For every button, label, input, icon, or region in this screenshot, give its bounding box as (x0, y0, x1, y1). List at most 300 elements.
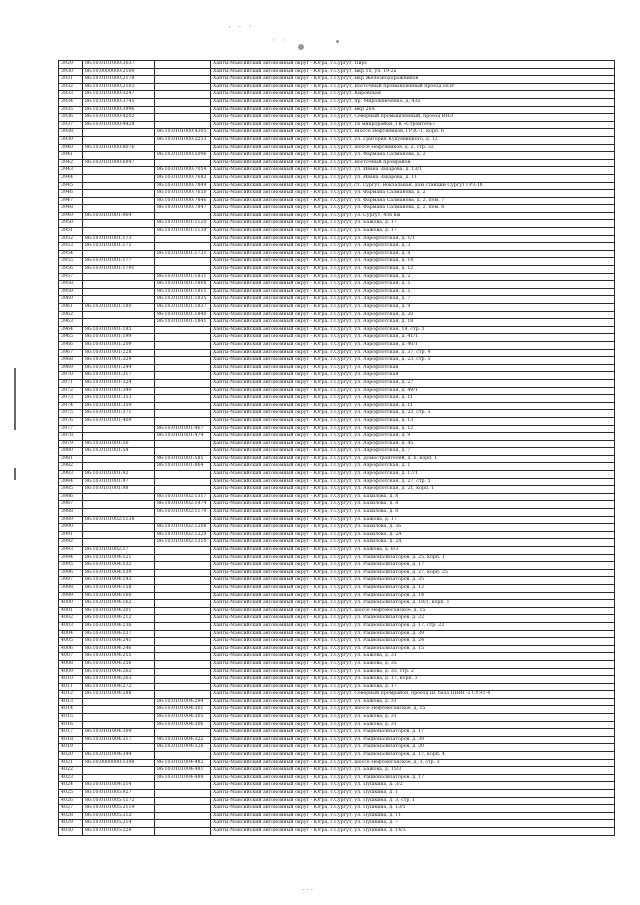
row-number-cell: 3991 (59, 531, 83, 539)
table-row (59, 797, 615, 805)
cadastral-number-cell: 86:10:0101005:228 (83, 827, 155, 835)
row-number-cell: 4020 (59, 752, 83, 760)
cadastral-number-cell: 86:10:0101000:3037 (83, 61, 155, 69)
table-row (59, 379, 615, 387)
row-number-cell: 3935 (59, 106, 83, 114)
address-cell: Ханты-Мансийский автономный округ - Югра, г.Сургут, ул. Аэрофлотская, д. 1 (211, 463, 615, 471)
cadastral-number-cell (83, 319, 155, 327)
address-cell: Ханты-Мансийский автономный округ - Югра, г.Сургут, Пирс (211, 61, 615, 69)
table-row (59, 774, 615, 782)
address-cell: Ханты-Мансийский автономный округ - Югра, г.Сургут, ул. Бажова, д. 35, стр. 2 (211, 668, 615, 676)
row-number-cell: 3998 (59, 584, 83, 592)
table-row (59, 311, 615, 319)
address-cell: Ханты-Мансийский автономный округ - Югра, г.Сургут, ул. Григория Кукуевицкого, д. 12 (211, 136, 615, 144)
address-cell: Ханты-Мансийский автономный округ - Югра, г.Сургут, ул. Фармана Салманова, д. 2 (211, 190, 615, 198)
parcel-number-cell (155, 159, 211, 167)
table-row (59, 592, 615, 600)
cadastral-number-cell: 86:10:0101000:4202 (83, 114, 155, 122)
row-number-cell: 3955 (59, 258, 83, 266)
address-cell: Ханты-Мансийский автономный округ - Югра, г.Сургут, ул. Аэрофлотская, д. 8 (211, 250, 615, 258)
row-number-cell: 4027 (59, 805, 83, 813)
cadastral-number-cell (83, 531, 155, 539)
address-cell: Ханты-Мансийский автономный округ - Югра, г.Сургут, ул. Аэрофлотская (211, 364, 615, 372)
parcel-number-cell (155, 584, 211, 592)
cadastral-number-cell: 86:10:0101000:4428 (83, 121, 155, 129)
parcel-number-cell: 86:10:0101002:1474 (155, 501, 211, 509)
row-number-cell: 4030 (59, 827, 83, 835)
cadastral-number-cell: 86:10:0101001:175 (83, 243, 155, 251)
table-row (59, 714, 615, 722)
address-cell: Ханты-Мансийский автономный округ - Югра, г.Сургут, ул. Бажова, д. 31 (211, 698, 615, 706)
table-row (59, 319, 615, 327)
row-number-cell: 3967 (59, 349, 83, 357)
table-row (59, 281, 615, 289)
address-cell: Ханты-Мансийский автономный округ - Югра, г.Сургут, ул. Аэрофлотская (211, 372, 615, 380)
table-row (59, 395, 615, 403)
row-number-cell: 4029 (59, 820, 83, 828)
table-row (59, 357, 615, 365)
row-number-cell: 3953 (59, 243, 83, 251)
table-row (59, 569, 615, 577)
table-row (59, 136, 615, 144)
address-cell: Ханты-Мансийский автономный округ - Югра, г.Сургут, шоссе Нефтеюганское, д. 15 (211, 607, 615, 615)
table-row (59, 266, 615, 274)
cadastral-number-cell (83, 714, 155, 722)
row-number-cell: 3996 (59, 569, 83, 577)
table-row (59, 812, 615, 820)
row-number-cell: 3992 (59, 539, 83, 547)
table-row (59, 304, 615, 312)
row-number-cell: 3972 (59, 387, 83, 395)
table-row (59, 288, 615, 296)
cadastral-number-cell: 86:10:0101001:177 (83, 258, 155, 266)
binding-mark (14, 368, 16, 430)
cadastral-number-cell: 86:10:0101004:317 (83, 736, 155, 744)
address-cell: Ханты-Мансийский автономный округ - Югра, г.Сургут, ст. Сургут, Вокзальная, дом станции Сургут ГРЗ-1б (211, 182, 615, 190)
table-row (59, 554, 615, 562)
cadastral-number-cell (83, 501, 155, 509)
row-number-cell: 4012 (59, 691, 83, 699)
cadastral-number-cell: 86:10:0101000:8076 (83, 144, 155, 152)
table-row (59, 159, 615, 167)
parcel-number-cell: 86:10:0101001:474 (155, 433, 211, 441)
parcel-number-cell (155, 349, 211, 357)
row-number-cell: 3945 (59, 182, 83, 190)
parcel-number-cell: 86:10:0101001:585 (155, 455, 211, 463)
parcel-number-cell (155, 144, 211, 152)
parcel-number-cell: 86:10:0101000:7059 (155, 167, 211, 175)
row-number-cell: 3932 (59, 83, 83, 91)
parcel-number-cell: 86:10:0101004:305 (155, 714, 211, 722)
cadastral-number-cell: 86:10:0101004:263 (83, 676, 155, 684)
row-number-cell: 3971 (59, 379, 83, 387)
table-row (59, 296, 615, 304)
row-number-cell: 3942 (59, 159, 83, 167)
row-number-cell: 3984 (59, 478, 83, 486)
binding-mark (14, 468, 16, 480)
parcel-number-cell (155, 615, 211, 623)
parcel-number-cell: 86:10:0101000:7847 (155, 205, 211, 213)
address-cell: Ханты-Мансийский автономный округ - Югра, г.Сургут, ул. Аэрофлотская, д. 23, стр. 5 (211, 357, 615, 365)
cadastral-number-cell: 86:10:0101001:185 (83, 326, 155, 334)
row-number-cell: 3983 (59, 471, 83, 479)
row-number-cell: 3963 (59, 319, 83, 327)
table-row (59, 174, 615, 182)
row-number-cell: 4017 (59, 729, 83, 737)
table-row (59, 744, 615, 752)
cadastral-number-cell: 86:10:0000000:1398 (83, 759, 155, 767)
address-cell: Ханты-Мансийский автономный округ - Югра, г.Сургут, ул. Рационализаторов, д. 17 (211, 562, 615, 570)
cadastral-number-cell (83, 311, 155, 319)
cadastral-number-cell: 86:10:0101001:54 (83, 448, 155, 456)
table-row (59, 455, 615, 463)
cadastral-number-cell (83, 174, 155, 182)
cadastral-number-cell (83, 493, 155, 501)
cadastral-number-cell: 86:10:0101001:229 (83, 357, 155, 365)
table-row (59, 600, 615, 608)
cadastral-number-cell: 86:10:0000000:2109 (83, 68, 155, 76)
table-row (59, 767, 615, 775)
table-row (59, 471, 615, 479)
address-cell: Ханты-Мансийский автономный округ - Югра, г.Сургут, ул. Рационализаторов, д. 25, корп. 1 (211, 554, 615, 562)
stamp-mark: · · (272, 36, 287, 46)
cadastral-number-cell: 86:10:0101005:2119 (83, 805, 155, 813)
cadastral-number-cell: 86:10:0101001:371 (83, 410, 155, 418)
row-number-cell: 3964 (59, 326, 83, 334)
cadastral-number-cell (83, 721, 155, 729)
row-number-cell: 3958 (59, 281, 83, 289)
parcel-number-cell (155, 83, 211, 91)
row-number-cell: 4023 (59, 774, 83, 782)
cadastral-number-cell: 86:10:0101000:3247 (83, 91, 155, 99)
address-cell: Ханты-Мансийский автономный округ - Югра, г.Сургут, ул. Пушкина, д. 3, стр. 1 (211, 797, 615, 805)
address-cell: Ханты-Мансийский автономный округ - Югра, г.Сургут, ул. Рационализаторов, д. 14 (211, 592, 615, 600)
row-number-cell: 3977 (59, 425, 83, 433)
table-row (59, 539, 615, 547)
cadastral-number-cell: 86:10:0101004:158 (83, 584, 155, 592)
parcel-number-cell (155, 417, 211, 425)
table-row (59, 531, 615, 539)
table-row (59, 190, 615, 198)
row-number-cell: 4009 (59, 668, 83, 676)
table-row (59, 547, 615, 555)
cadastral-number-cell: 86:10:0101000:3745 (83, 98, 155, 106)
cadastral-number-cell: 86:10:0101005:212 (83, 812, 155, 820)
row-number-cell: 3976 (59, 417, 83, 425)
cadastral-number-cell: 86:10:0101001:324 (83, 379, 155, 387)
cadastral-number-cell (83, 281, 155, 289)
table-row (59, 326, 615, 334)
cadastral-number-cell: 86:10:0101001:409 (83, 417, 155, 425)
address-cell: Ханты-Мансийский автономный округ - Югра, г.Сургут, ул. Пушкина, д. 14/3 (211, 827, 615, 835)
row-number-cell: 3936 (59, 114, 83, 122)
cadastral-number-cell: 86:10:0101001:359 (83, 402, 155, 410)
cadastral-number-cell (83, 296, 155, 304)
address-cell: Ханты-Мансийский автономный округ - Югра, г.Сургут, Северный промрайон, проезд Ш, база ПНИГ-2 СУЭТ-4 (211, 691, 615, 699)
row-number-cell: 3949 (59, 212, 83, 220)
table-row (59, 615, 615, 623)
parcel-number-cell (155, 812, 211, 820)
table-row (59, 562, 615, 570)
cadastral-number-cell (83, 509, 155, 517)
cadastral-number-cell (83, 455, 155, 463)
address-cell: Ханты-Мансийский автономный округ - Югра, г.Сургут, ул. Фармана Салманова, д. 2, пом. 8 (211, 205, 615, 213)
parcel-number-cell (155, 357, 211, 365)
parcel-number-cell: 86:10:0101001:1837 (155, 304, 211, 312)
cadastral-number-cell: 86:10:0101004:121 (83, 554, 155, 562)
cadastral-number-cell: 86:10:0101000:2103 (83, 83, 155, 91)
parcel-number-cell (155, 790, 211, 798)
cadastral-number-cell: 86:10:0101005:214 (83, 820, 155, 828)
row-number-cell: 4003 (59, 622, 83, 630)
address-cell: Ханты-Мансийский автономный округ - Югра, г.Сургут, ул. Аэрофлотская, д. 3 (211, 243, 615, 251)
row-number-cell: 3985 (59, 486, 83, 494)
parcel-number-cell: 86:10:0101001:1808 (155, 281, 211, 289)
address-cell: Ханты-Мансийский автономный округ - Югра, г.Сургут, 16 микрорайон, ГК «Строитель» (211, 121, 615, 129)
cadastral-number-cell: 86:10:0101004:344 (83, 752, 155, 760)
parcel-number-cell: 86:10:0101002:1229 (155, 531, 211, 539)
cadastral-number-cell (83, 228, 155, 236)
row-number-cell: 4000 (59, 600, 83, 608)
address-cell: Ханты-Мансийский автономный округ - Югра, г.Сургут, ул. Бажова, д. 17 (211, 228, 615, 236)
table-row (59, 645, 615, 653)
row-number-cell: 3989 (59, 516, 83, 524)
table-row (59, 83, 615, 91)
parcel-number-cell: 86:10:0101001:1721 (155, 250, 211, 258)
table-row (59, 501, 615, 509)
parcel-number-cell (155, 410, 211, 418)
table-row (59, 721, 615, 729)
parcel-number-cell: 86:10:0101004:322 (155, 736, 211, 744)
address-cell: Ханты-Мансийский автономный округ - Югра, г.Сургут, ул. Бажова, д. 15/3 (211, 767, 615, 775)
row-number-cell: 3966 (59, 341, 83, 349)
parcel-number-cell: 86:10:0101002:1317 (155, 493, 211, 501)
cadastral-number-cell: 86:10:0101001:50 (83, 440, 155, 448)
parcel-number-cell (155, 660, 211, 668)
parcel-number-cell (155, 607, 211, 615)
cadastral-number-cell (83, 273, 155, 281)
table-row (59, 402, 615, 410)
row-number-cell: 3939 (59, 136, 83, 144)
row-number-cell: 4025 (59, 790, 83, 798)
parcel-number-cell (155, 630, 211, 638)
cadastral-number-cell (83, 190, 155, 198)
parcel-number-cell: 86:10:0101004:326 (155, 744, 211, 752)
parcel-number-cell: 86:10:0101000:7682 (155, 174, 211, 182)
row-number-cell: 3930 (59, 68, 83, 76)
parcel-number-cell: 86:10:0101001:1831 (155, 273, 211, 281)
parcel-number-cell (155, 61, 211, 69)
row-number-cell: 4010 (59, 676, 83, 684)
row-number-cell: 4013 (59, 698, 83, 706)
table-row (59, 433, 615, 441)
row-number-cell: 4022 (59, 767, 83, 775)
address-cell: Ханты-Мансийский автономный округ - Югра, г.Сургут, пр. Мирошниченко, д. 43а (211, 98, 615, 106)
cadastral-number-cell (83, 767, 155, 775)
table-row (59, 152, 615, 160)
address-cell: Ханты-Мансийский автономный округ - Югра, г.Сургут, ул. Аэрофлотская, д. 45 (211, 440, 615, 448)
row-number-cell: 3948 (59, 205, 83, 213)
address-cell: Ханты-Мансийский автономный округ - Югра, г.Сургут, ул. Аэрофлотская, д. 14 (211, 258, 615, 266)
address-cell: Ханты-Мансийский автономный округ - Югра, г.Сургут, ул. Аэрофлотская, д. 20 (211, 311, 615, 319)
address-cell: Ханты-Мансийский автономный округ - Югра, г.Сургут, ул. Аэрофлотская, д. 41/1 (211, 334, 615, 342)
table-row (59, 736, 615, 744)
row-number-cell: 4028 (59, 812, 83, 820)
parcel-number-cell (155, 266, 211, 274)
parcel-number-cell (155, 797, 211, 805)
row-number-cell: 3988 (59, 509, 83, 517)
parcel-number-cell (155, 334, 211, 342)
address-cell: Ханты-Мансийский автономный округ - Югра, г.Сургут, ул. Бажова, д. 31 (211, 653, 615, 661)
table-row (59, 121, 615, 129)
parcel-number-cell (155, 402, 211, 410)
cadastral-number-cell: 86:10:0101004:241 (83, 638, 155, 646)
address-cell: Ханты-Мансийский автономный округ - Югра, г.Сургут, ул. Аэрофлотская, д. 27, стр. 5 (211, 478, 615, 486)
cadastral-number-cell (83, 744, 155, 752)
table-row (59, 630, 615, 638)
address-cell: Ханты-Мансийский автономный округ - Югра, г.Сургут, ул. Бажова, д. 31 (211, 721, 615, 729)
register-sheet (58, 60, 614, 836)
cadastral-number-cell: 86:10:0101001:1791 (83, 266, 155, 274)
row-number-cell: 3946 (59, 190, 83, 198)
table-row (59, 622, 615, 630)
address-cell: Ханты-Мансийский автономный округ - Югра, г.Сургут, ул. Бажова, д. 6/3 (211, 547, 615, 555)
row-number-cell: 3981 (59, 455, 83, 463)
parcel-number-cell (155, 805, 211, 813)
table-row (59, 235, 615, 243)
address-cell: Ханты-Мансийский автономный округ - Югра, г.Сургут, ул. Рационализаторов, д. 17, корп. 4 (211, 752, 615, 760)
row-number-cell: 3940 (59, 144, 83, 152)
address-cell: Ханты-Мансийский автономный округ - Югра, г.Сургут, ул. Рационализаторов, д. 12 (211, 584, 615, 592)
table-row (59, 509, 615, 517)
parcel-number-cell: 86:10:0101001:1841 (155, 319, 211, 327)
parcel-number-cell (155, 395, 211, 403)
address-cell: Ханты-Мансийский автономный округ - Югра, г.Сургут, ул. Аэрофлотская, д. 11 (211, 395, 615, 403)
cadastral-number-cell: 86:10:0101001:244 (83, 364, 155, 372)
row-number-cell: 3931 (59, 76, 83, 84)
parcel-number-cell: 86:10:0101000:7846 (155, 197, 211, 205)
parcel-number-cell (155, 379, 211, 387)
parcel-number-cell (155, 448, 211, 456)
cadastral-number-cell (83, 698, 155, 706)
parcel-number-cell (155, 820, 211, 828)
address-cell: Ханты-Мансийский автономный округ - Югра, г.Сургут, Восточный промышленный проезд НПР (211, 83, 615, 91)
address-cell: Ханты-Мансийский автономный округ - Югра, г.Сургут, ул. Аэрофлотская, д. 40/1 (211, 341, 615, 349)
cadastral-number-cell: 86:10:0101004:246 (83, 645, 155, 653)
row-number-cell: 3950 (59, 220, 83, 228)
table-row (59, 76, 615, 84)
parcel-number-cell (155, 752, 211, 760)
table-row (59, 167, 615, 175)
cadastral-number-cell: 86:10:0101004:256 (83, 660, 155, 668)
cadastral-number-cell: 86:10:0101001:97 (83, 478, 155, 486)
table-row (59, 729, 615, 737)
address-cell: Ханты-Мансийский автономный округ - Югра, г.Сургут, ул. Аэрофлотская, д. 1/1 (211, 235, 615, 243)
address-cell: Ханты-Мансийский автономный округ - Югра, г.Сургут, ул. Бахилова, д. 2А (211, 531, 615, 539)
address-cell: Ханты-Мансийский автономный округ - Югра, г.Сургут, ул. Ивана Захарова, д. 11 (211, 174, 615, 182)
row-number-cell: 3969 (59, 364, 83, 372)
address-cell: Ханты-Мансийский автономный округ - Югра, г.Сургут, ул. Аэрофлотская, д. 49/1 (211, 387, 615, 395)
parcel-number-cell (155, 577, 211, 585)
parcel-number-cell: 86:10:0101004:306 (155, 721, 211, 729)
register-table (58, 60, 615, 836)
cadastral-number-cell (83, 433, 155, 441)
register-body (59, 61, 615, 836)
parcel-number-cell: 86:10:0101002:1310 (155, 539, 211, 547)
address-cell: Ханты-Мансийский автономный округ - Югра, г.Сургут, ул. Пушкина, д. 7 (211, 820, 615, 828)
address-cell: Ханты-Мансийский автономный округ - Югра, г.Сургут, ул. Рационализаторов, д. 17, стр. 23 (211, 622, 615, 630)
parcel-number-cell (155, 440, 211, 448)
address-cell: Ханты-Мансийский автономный округ - Югра, г.Сургут, ул. Пушкина, д. 3/2 (211, 782, 615, 790)
cadastral-number-cell: 86:10:0101000:2178 (83, 76, 155, 84)
cadastral-number-cell: 86:10:0101001:173 (83, 235, 155, 243)
row-number-cell: 4018 (59, 736, 83, 744)
cadastral-number-cell (83, 136, 155, 144)
parcel-number-cell (155, 243, 211, 251)
row-number-cell: 3959 (59, 288, 83, 296)
address-cell: Ханты-Мансийский автономный округ - Югра, г.Сургут, ул. Бахилова, д. 2А (211, 539, 615, 547)
cadastral-number-cell: 86:10:0101001:317 (83, 372, 155, 380)
parcel-number-cell: 86:10:0101004:482 (155, 759, 211, 767)
parcel-number-cell (155, 387, 211, 395)
address-cell: Ханты-Мансийский автономный округ - Югра, г.Сургут, ул. Домостроителей, д. 6, корп. 1 (211, 455, 615, 463)
parcel-number-cell (155, 645, 211, 653)
row-number-cell: 4024 (59, 782, 83, 790)
address-cell: Ханты-Мансийский автономный округ - Югра, г.Сургут, ул. Фармана Салманова, д. 2 (211, 152, 615, 160)
row-number-cell: 3990 (59, 524, 83, 532)
row-number-cell: 4002 (59, 615, 83, 623)
parcel-number-cell (155, 729, 211, 737)
table-row (59, 417, 615, 425)
address-cell: Ханты-Мансийский автономный округ - Югра, г.Сургут, ул. Бажова, д. 17 (211, 516, 615, 524)
parcel-number-cell (155, 486, 211, 494)
parcel-number-cell (155, 235, 211, 243)
table-row (59, 129, 615, 137)
parcel-number-cell: 86:10:0101002:1208 (155, 524, 211, 532)
address-cell: Ханты-Мансийский автономный округ - Югра, г.Сургут, ул. Аэрофлотская, д. 18 (211, 319, 615, 327)
parcel-number-cell: 86:10:0101000:7650 (155, 190, 211, 198)
cadastral-number-cell: 86:10:0101004:162 (83, 600, 155, 608)
cadastral-number-cell: 86:10:0101001:180 (83, 304, 155, 312)
table-row (59, 493, 615, 501)
table-row (59, 448, 615, 456)
address-cell: Ханты-Мансийский автономный округ - Югра, г.Сургут, ул. Бахилова, д. 8 (211, 501, 615, 509)
stamp-mark: · · · (227, 21, 255, 34)
cadastral-number-cell (83, 288, 155, 296)
parcel-number-cell: 86:10:0101001:1811 (155, 288, 211, 296)
table-row (59, 706, 615, 714)
table-row (59, 425, 615, 433)
row-number-cell: 4007 (59, 653, 83, 661)
row-number-cell: 3968 (59, 357, 83, 365)
row-number-cell: 3973 (59, 395, 83, 403)
address-cell: Ханты-Мансийский автономный округ - Югра, г.Сургут, ул. Рационализаторов, д. 39 (211, 736, 615, 744)
cadastral-number-cell: 86:10:0101002:17 (83, 547, 155, 555)
parcel-number-cell (155, 638, 211, 646)
cadastral-number-cell: 86:10:0101002:1138 (83, 516, 155, 524)
table-row (59, 805, 615, 813)
row-number-cell: 3982 (59, 463, 83, 471)
parcel-number-cell (155, 554, 211, 562)
cadastral-number-cell: 86:10:0101004:255 (83, 653, 155, 661)
parcel-number-cell: 86:10:0101001:864 (155, 463, 211, 471)
row-number-cell: 4015 (59, 714, 83, 722)
parcel-number-cell: 86:10:0101004:294 (155, 698, 211, 706)
parcel-number-cell (155, 121, 211, 129)
table-row (59, 463, 615, 471)
table-row (59, 782, 615, 790)
row-number-cell: 3947 (59, 197, 83, 205)
